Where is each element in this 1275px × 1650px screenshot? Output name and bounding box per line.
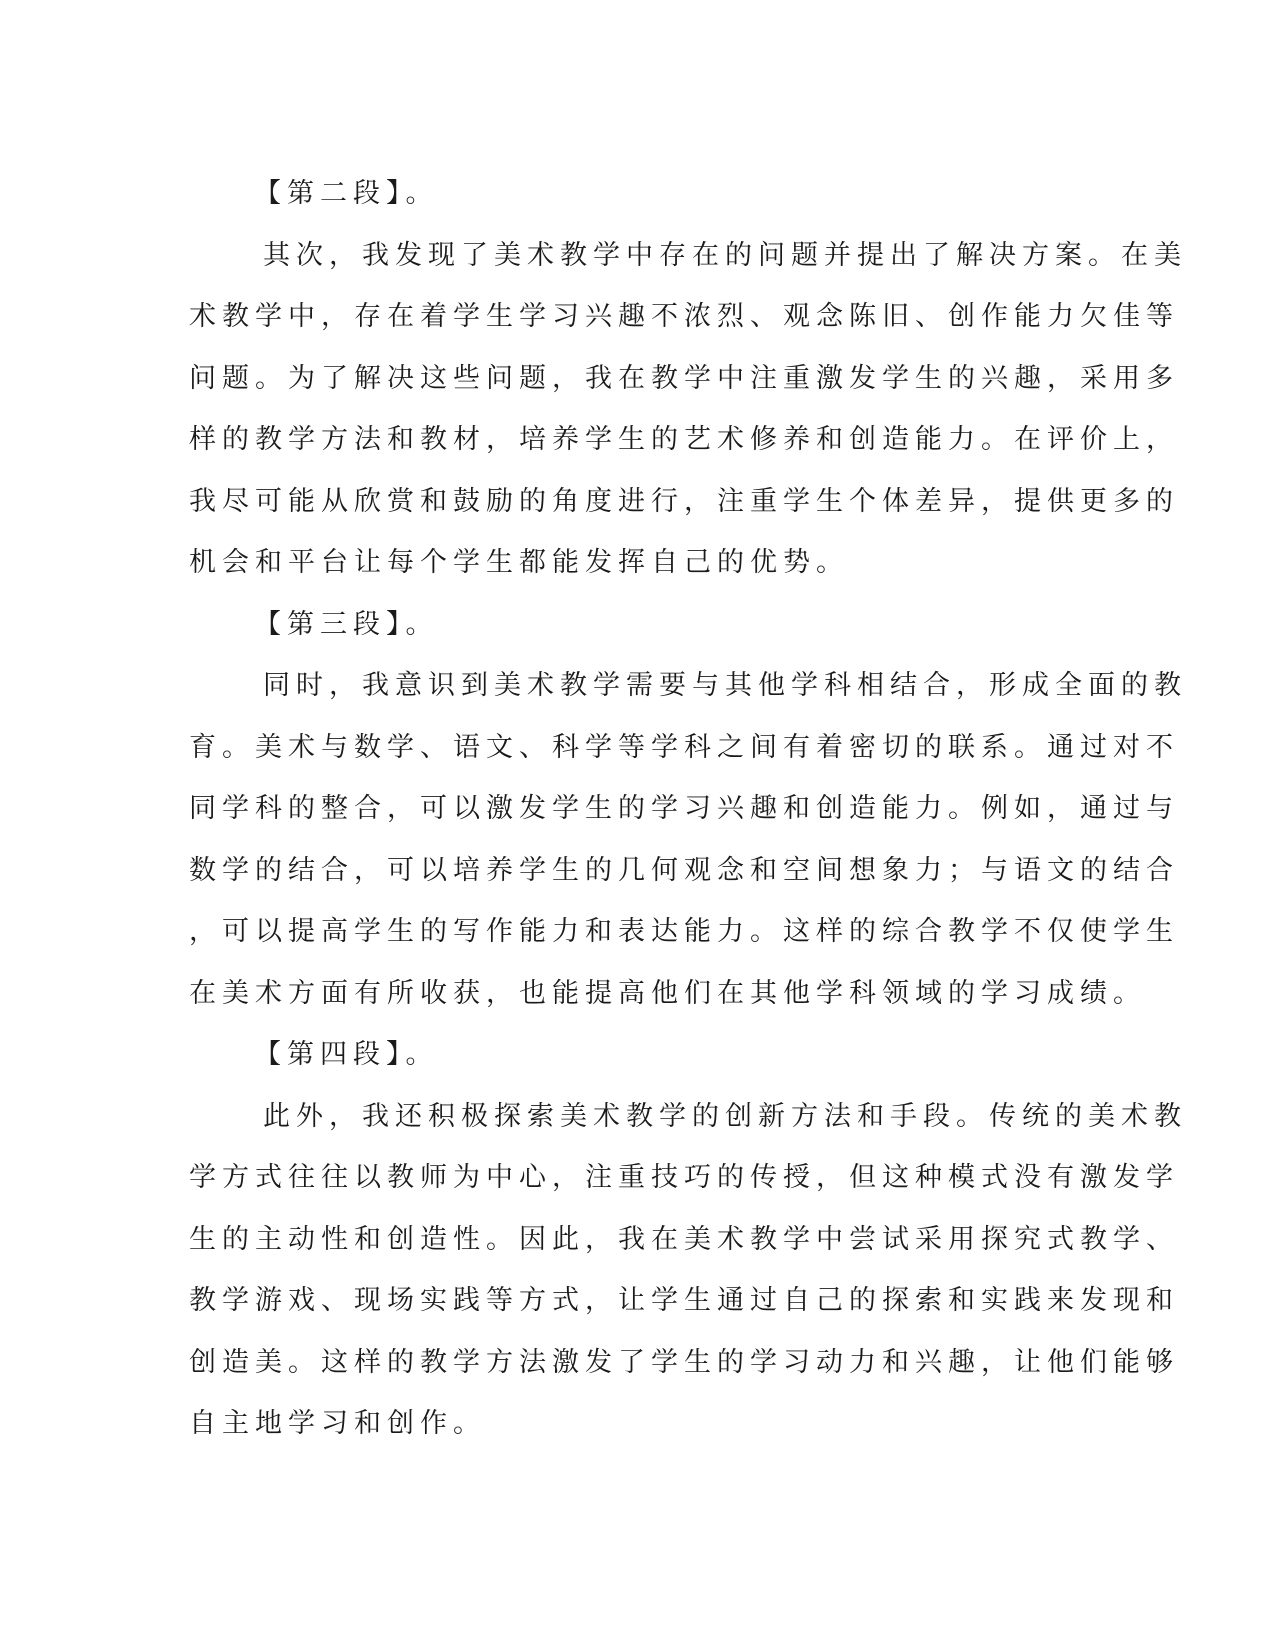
- paragraph-line: 我尽可能从欣赏和鼓励的角度进行，注重学生个体差异，提供更多的: [189, 485, 1179, 517]
- paragraph-line: 生的主动性和创造性。因此，我在美术教学中尝试采用探究式教学、: [189, 1223, 1179, 1255]
- paragraph-line: 在美术方面有所收获，也能提高他们在其他学科领域的学习成绩。: [189, 977, 1146, 1009]
- paragraph-line: 其次，我发现了美术教学中存在的问题并提出了解决方案。在美: [263, 239, 1187, 271]
- paragraph-line: 机会和平台让每个学生都能发挥自己的优势。: [189, 547, 849, 578]
- paragraph-line: 教学游戏、现场实践等方式，让学生通过自己的探索和实践来发现和: [189, 1285, 1179, 1316]
- paragraph-line: 此外，我还积极探索美术教学的创新方法和手段。传统的美术教: [263, 1100, 1187, 1132]
- paragraph-line: 数学的结合，可以培养学生的几何观念和空间想象力；与语文的结合: [189, 854, 1179, 886]
- document-body: [189, 163, 1187, 1455]
- section-heading: 【第四段】。: [254, 1039, 439, 1070]
- paragraph-line: 同学科的整合，可以激发学生的学习兴趣和创造能力。例如，通过与: [189, 793, 1179, 824]
- section-heading: 【第二段】。: [254, 178, 439, 209]
- paragraph-line: 自主地学习和创作。: [189, 1408, 486, 1439]
- paragraph-line: 术教学中，存在着学生学习兴趣不浓烈、观念陈旧、创作能力欠佳等: [189, 301, 1179, 332]
- section-heading: 【第三段】。: [254, 608, 439, 640]
- paragraph-line: 创造美。这样的教学方法激发了学生的学习动力和兴趣，让他们能够: [189, 1346, 1179, 1378]
- paragraph-line: 同时，我意识到美术教学需要与其他学科相结合，形成全面的教: [263, 670, 1187, 701]
- paragraph-line: 问题。为了解决这些问题，我在教学中注重激发学生的兴趣，采用多: [189, 362, 1179, 394]
- paragraph-line: 样的教学方法和教材，培养学生的艺术修养和创造能力。在评价上，: [189, 424, 1179, 455]
- paragraph-line: ，可以提高学生的写作能力和表达能力。这样的综合教学不仅使学生: [189, 916, 1179, 947]
- paragraph-line: 育。美术与数学、语文、科学等学科之间有着密切的联系。通过对不: [189, 731, 1179, 763]
- paragraph-line: 学方式往往以教师为中心，注重技巧的传授，但这种模式没有激发学: [189, 1162, 1179, 1193]
